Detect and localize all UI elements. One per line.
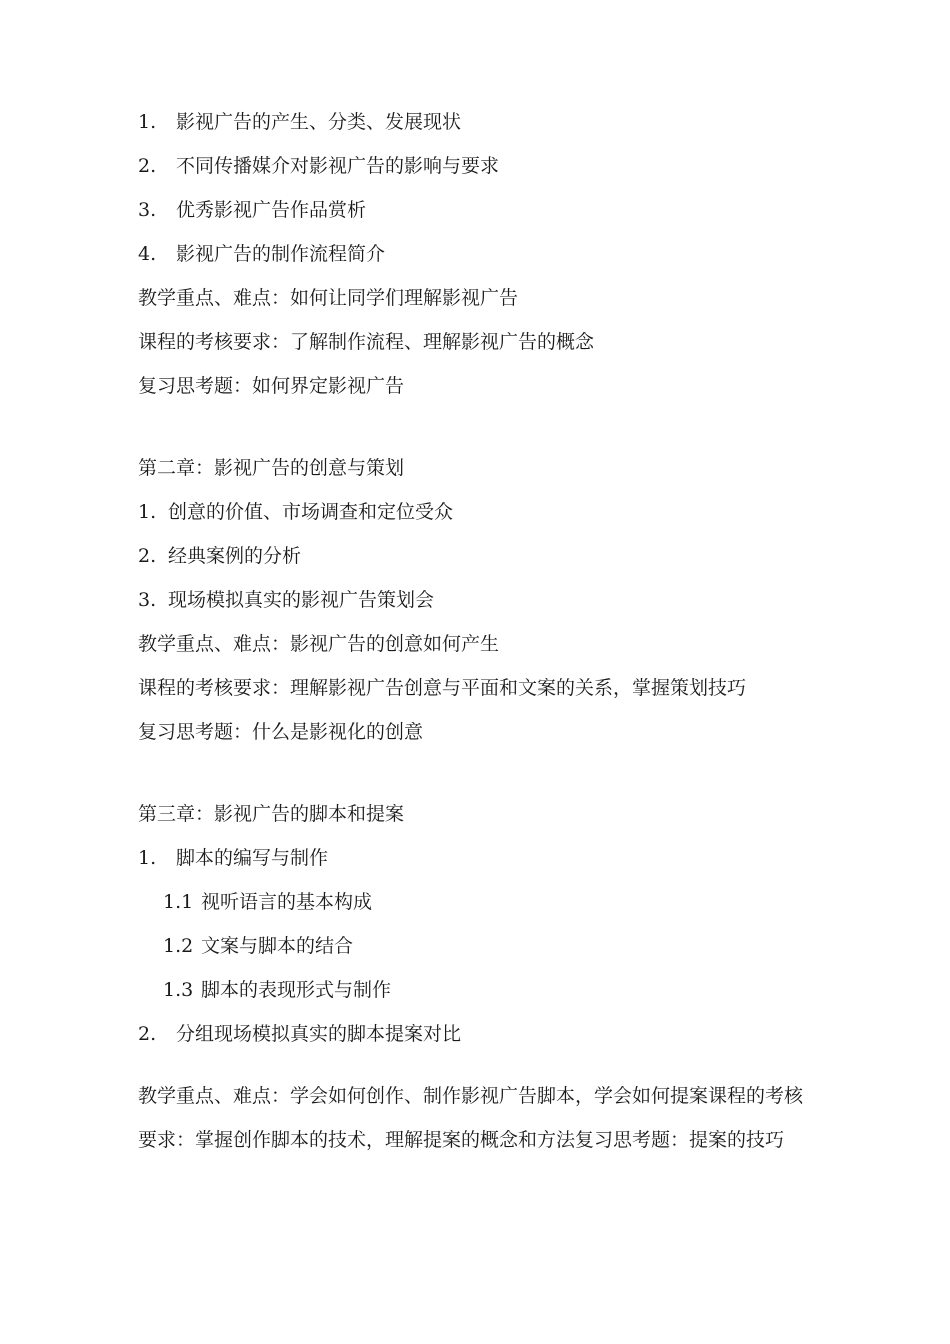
list-item xyxy=(138,240,385,268)
chapter-title: 第二章：影视广告的创意与策划 xyxy=(138,457,405,479)
list-item xyxy=(138,152,499,180)
list-number: 4. xyxy=(138,243,157,265)
list-item xyxy=(138,498,453,526)
list-item xyxy=(138,542,301,570)
list-number: 3. xyxy=(138,589,157,611)
list-item xyxy=(138,586,434,614)
list-number: 1. xyxy=(138,847,157,869)
list-number: 2. xyxy=(138,155,157,177)
list-item xyxy=(138,196,366,224)
sub-list-number: 1.2 xyxy=(163,935,194,957)
list-text: 不同传播媒介对影视广告的影响与要求 xyxy=(176,155,500,177)
list-item xyxy=(138,108,461,136)
list-text: 经典案例的分析 xyxy=(168,545,302,567)
review-question-text: 复习思考题：如何界定影视广告 xyxy=(138,375,405,397)
list-text: 分组现场模拟真实的脚本提案对比 xyxy=(176,1023,462,1045)
list-item xyxy=(138,1020,461,1048)
list-number: 1. xyxy=(138,111,157,133)
key-points-text: 教学重点、难点：如何让同学们理解影视广告 xyxy=(138,287,519,309)
list-text: 优秀影视广告作品赏析 xyxy=(176,199,367,221)
assessment-text: 课程的考核要求：理解影视广告创意与平面和文案的关系，掌握策划技巧 xyxy=(138,677,747,699)
sub-list-number: 1.3 xyxy=(163,979,194,1001)
sub-list-item xyxy=(163,976,391,1004)
list-text: 影视广告的制作流程简介 xyxy=(176,243,386,265)
list-number: 2. xyxy=(138,1023,157,1045)
review-question-text: 复习思考题：什么是影视化的创意 xyxy=(138,721,424,743)
paragraph-line: 要求：掌握创作脚本的技术，理解提案的概念和方法复习思考题：提案的技巧 xyxy=(138,1129,785,1151)
list-text: 影视广告的产生、分类、发展现状 xyxy=(176,111,462,133)
list-item xyxy=(138,844,328,872)
sub-list-text: 视听语言的基本构成 xyxy=(201,891,373,913)
list-text: 创意的价值、市场调查和定位受众 xyxy=(168,501,454,523)
list-number: 3. xyxy=(138,199,157,221)
list-text: 现场模拟真实的影视广告策划会 xyxy=(168,589,435,611)
key-points-text: 教学重点、难点：影视广告的创意如何产生 xyxy=(138,633,500,655)
chapter-title: 第三章：影视广告的脚本和提案 xyxy=(138,803,405,825)
sub-list-number: 1.1 xyxy=(163,891,194,913)
sub-list-item xyxy=(163,932,353,960)
list-text: 脚本的编写与制作 xyxy=(176,847,329,869)
list-number: 2. xyxy=(138,545,157,567)
list-number: 1. xyxy=(138,501,157,523)
assessment-text: 课程的考核要求：了解制作流程、理解影视广告的概念 xyxy=(138,331,595,353)
sub-list-text: 文案与脚本的结合 xyxy=(201,935,354,957)
sub-list-item xyxy=(163,888,372,916)
paragraph-line: 教学重点、难点：学会如何创作、制作影视广告脚本，学会如何提案课程的考核 xyxy=(138,1085,804,1107)
sub-list-text: 脚本的表现形式与制作 xyxy=(201,979,392,1001)
